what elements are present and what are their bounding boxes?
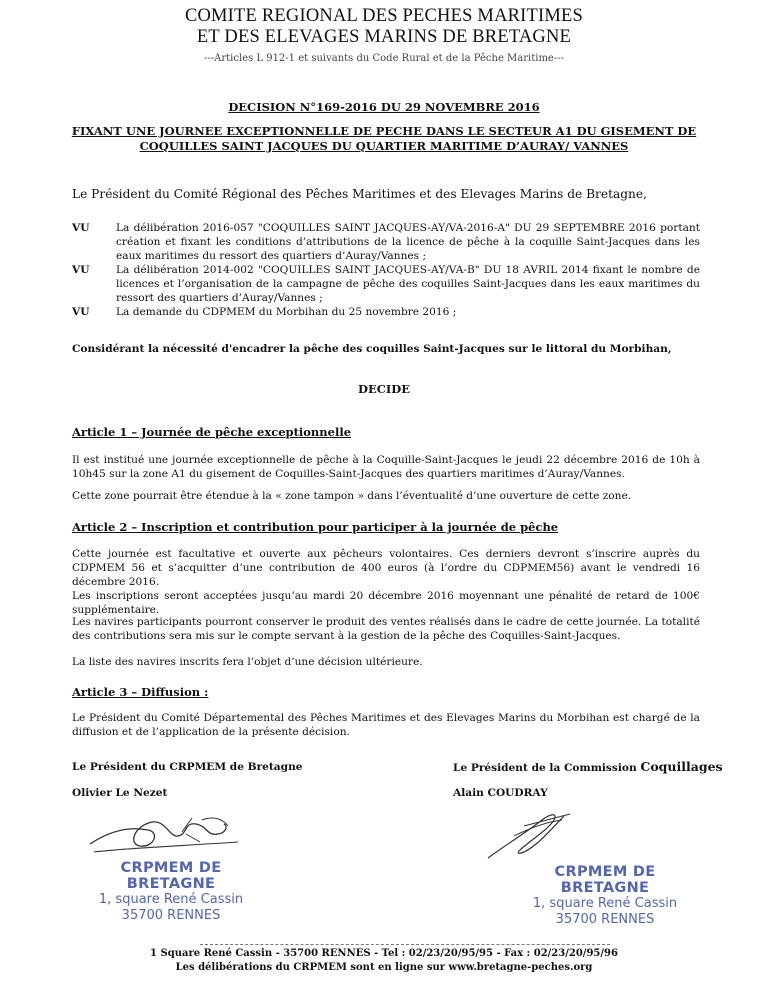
stamp-line1: CRPMEM DE BRETAGNE [554,864,656,896]
signature-left-name: Olivier Le Nezet [72,787,168,799]
decision-title: DECISION N°169-2016 DU 29 NOVEMBRE 2016 [228,100,540,114]
article3-paragraph1: Le Président du Comité Départemental des Pêches Maritimes et des Elevages Marins du Morbihan est chargé de la diffusion et de l’application de la présente décision. [72,712,700,738]
stamp-line3: 35700 RENNES [121,908,221,923]
article2-paragraph2: Les navires participants pourront conserver le produit des ventes réalisés dans le cadre de cette journée. La totalité des contributions sera mis sur le compte servant à la gestion de la pêche des Coquilles-Saint-Jacques. [72,616,700,642]
article1-paragraph1: Il est institué une journée exceptionnelle de pêche à la Coquille-Saint-Jacques le jeudi 22 décembre 2016 de 10h à 10h45 sur la zone A1 du gisement de Coquilles-Saint-Jacques des quartiers maritimes d’Auray/Vannes. [72,454,700,480]
left-stamp [86,860,256,924]
vu-text: La délibération 2016-057 "COQUILLES SAINT JACQUES-AY/VA-2016-A" DU 29 SEPTEMBRE 2016 portant création et fixant les conditions d’attributions de la licence de pêche à la coquille Saint-Jacques dans les eaux maritimes du ressort des quartiers d’Auray/Vannes ; [116,222,700,262]
signature-left-role: Le Président du CRPMEM de Bretagne [72,761,303,773]
vu-label: VU [72,306,90,318]
decision-subject: FIXANT UNE JOURNEE EXCEPTIONNELLE DE PECHE DANS LE SECTEUR A1 DU GISEMENT DE COQUILLES SAINT JACQUES DU QUARTIER MARITIME D’AURAY/ VANNES [71,124,697,153]
considerant: Considérant la nécessité d'encadrer la pêche des coquilles Saint-Jacques sur le littoral du Morbihan, [72,343,672,355]
article2-paragraph1b-text: Les inscriptions seront acceptées jusqu’au mardi 20 décembre 2016 moyennant une pénalité de retard de 100€ supplémentaire. [72,590,700,616]
left-signature-mark [88,812,248,862]
right-stamp [520,864,690,928]
article1-paragraph2: Cette zone pourrait être étendue à la « zone tampon » dans l’éventualité d’une ouverture de cette zone. [72,490,632,502]
signature-right-role [453,759,723,774]
vu-item [72,263,700,305]
header-title-line2: ET DES ELEVAGES MARINS DE BRETAGNE [196,27,572,47]
right-signature-mark [484,806,584,866]
article2-paragraph1 [72,547,700,617]
article2-paragraph1-text: Cette journée est facultative et ouverte aux pêcheurs volontaires. Ces derniers devront s’inscrire auprès du CDPMEM 56 et s’acquitter d’une contribution de 400 euros (à l’ordre du CDPMEM56) avant le vendredi 16 décembre 2016. [72,548,700,588]
stamp-line1: CRPMEM DE BRETAGNE [120,860,222,892]
vu-item [72,305,700,319]
article3-title: Article 3 – Diffusion : [72,685,209,699]
article2-title: Article 2 – Inscription et contribution pour participer à la journée de pêche [72,520,559,534]
vu-text: La délibération 2014-002 "COQUILLES SAINT JACQUES-AY/VA-B" DU 18 AVRIL 2014 fixant le nombre de licences et l’organisation de la campagne de pêche des coquilles Saint-Jacques dans les eaux maritimes du ressort des quartiers d’Auray/Vannes ; [116,264,700,304]
article1-title: Article 1 – Journée de pêche exceptionnelle [72,425,352,439]
legal-reference: ---Articles L 912-1 et suivants du Code Rural et de la Pêche Maritime--- [204,53,564,64]
preamble: Le Président du Comité Régional des Pêches Maritimes et des Elevages Marins de Bretagne, [72,187,647,201]
decide-heading: DECIDE [357,382,410,396]
footer-website-note: Les délibérations du CRPMEM sont en ligne sur www.bretagne-peches.org [175,962,593,973]
footer-divider [200,944,610,945]
stamp-line2: 1, square René Cassin [98,892,244,907]
vu-list [72,221,700,319]
signature-right-role-text: Le Président de la Commission [453,762,637,774]
footer-address: 1 Square René Cassin - 35700 RENNES - Tel : 02/23/20/95/95 - Fax : 02/23/20/95/96 [150,948,618,959]
signature-right-role-big: Coquillages [640,759,723,774]
stamp-line3: 35700 RENNES [555,912,655,927]
header-title-line1: COMITE REGIONAL DES PECHES MARITIMES [184,6,584,26]
stamp-line2: 1, square René Cassin [532,896,678,911]
vu-text: La demande du CDPMEM du Morbihan du 25 novembre 2016 ; [116,306,457,318]
signature-right-name: Alain COUDRAY [453,787,548,799]
article2-paragraph3: La liste des navires inscrits fera l’objet d’une décision ultérieure. [72,656,423,668]
vu-item [72,221,700,263]
vu-label: VU [72,264,90,276]
vu-label: VU [72,222,90,234]
